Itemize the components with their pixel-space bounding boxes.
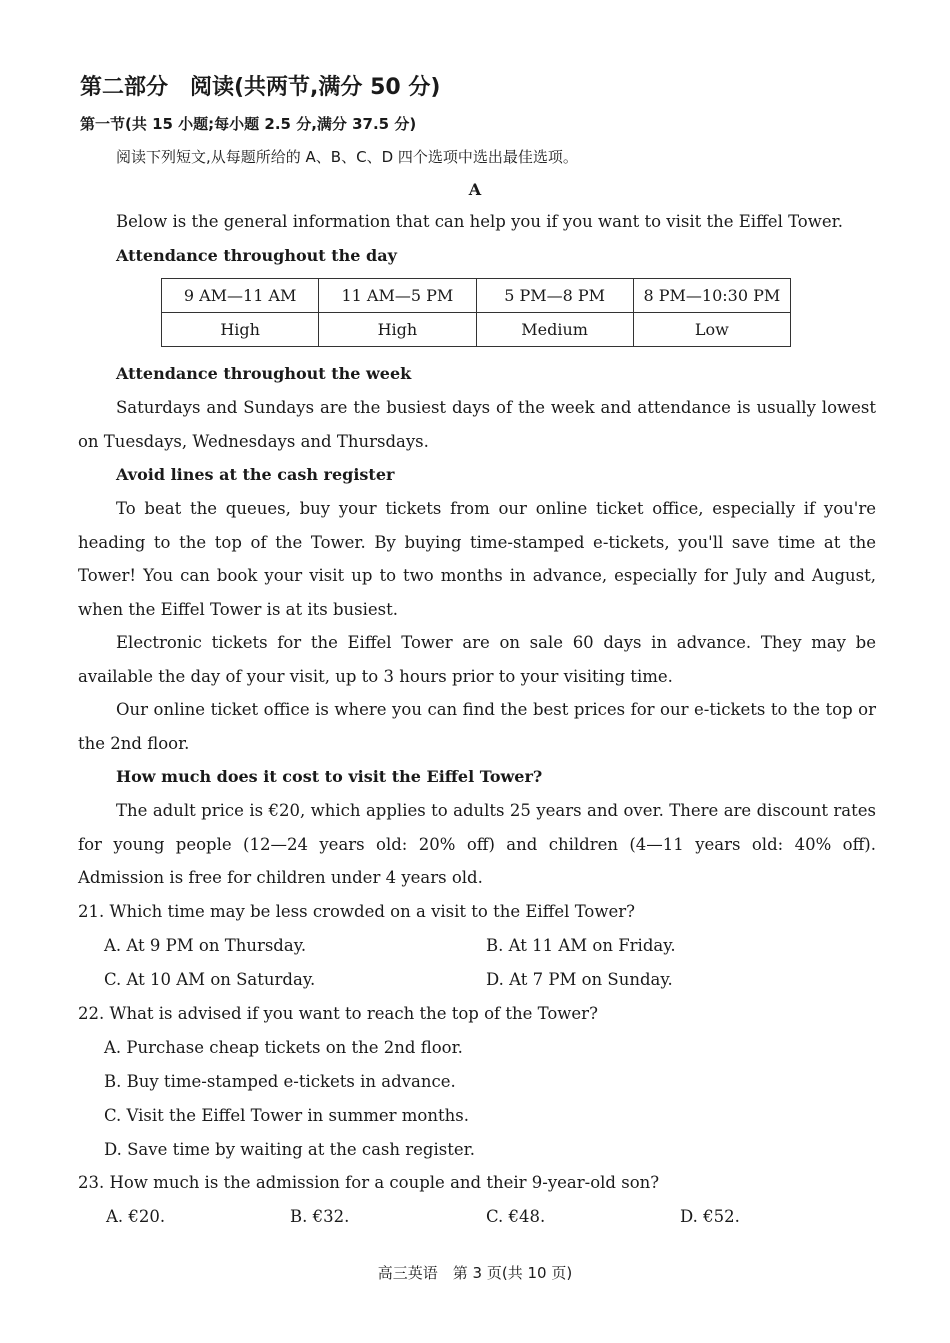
table-row [162, 313, 791, 347]
question-21-option-b: B. At 11 AM on Friday. [486, 936, 676, 955]
section-subtitle: 第一节(共 15 小题;每小题 2.5 分,满分 37.5 分) [80, 115, 417, 133]
week-attendance-heading: Attendance throughout the week [116, 364, 412, 383]
table-cell-time: 8 PM—10:30 PM [633, 279, 790, 313]
question-23-option-a: A. €20. [106, 1207, 166, 1226]
instruction-text: 阅读下列短文,从每题所给的 A、B、C、D 四个选项中选出最佳选项。 [116, 148, 578, 166]
question-23-option-c: C. €48. [486, 1207, 546, 1226]
table-cell-level: High [319, 313, 476, 347]
attendance-table [161, 278, 791, 347]
table-cell-level: Medium [476, 313, 633, 347]
question-22-option-b: B. Buy time-stamped e-tickets in advance. [104, 1072, 456, 1091]
cash-register-paragraph-3: Our online ticket office is where you can find the best prices for our e-tickets to the top or the 2nd floor. [78, 700, 876, 753]
question-23-option-b: B. €32. [290, 1207, 350, 1226]
cash-register-paragraph-2: Electronic tickets for the Eiffel Tower are on sale 60 days in advance. They may be available the day of your visit, up to 3 hours prior to your visiting time. [78, 633, 876, 686]
cost-text: The adult price is €20, which applies to adults 25 years and over. There are discount rates for young people (12—24 years old: 20% off) and children (4—11 years old: 40% off). Admission is free for children under 4 years old. [78, 801, 876, 887]
question-22-option-d: D. Save time by waiting at the cash register. [104, 1140, 475, 1159]
table-cell-level: Low [633, 313, 790, 347]
section-title: 第二部分 阅读(共两节,满分 50 分) [80, 75, 441, 100]
question-23-option-d: D. €52. [680, 1207, 740, 1226]
passage-label: A [468, 180, 482, 199]
page-footer: 高三英语 第 3 页(共 10 页) [377, 1264, 573, 1282]
question-21-stem: 21. Which time may be less crowded on a visit to the Eiffel Tower? [78, 902, 635, 921]
cash-register-paragraph-1: To beat the queues, buy your tickets from our online ticket office, especially if you're heading to the top of the Tower. By buying time-stamped e-tickets, you'll save time at the Tower! You can book your visit up to two months in advance, especially for July and August, when the Eiffel Tower is at its busiest. [78, 499, 876, 619]
question-22-stem: 22. What is advised if you want to reach the top of the Tower? [78, 1004, 598, 1023]
table-cell-time: 11 AM—5 PM [319, 279, 476, 313]
question-23-stem: 23. How much is the admission for a couple and their 9-year-old son? [78, 1173, 660, 1192]
table-row [162, 279, 791, 313]
question-21-option-c: C. At 10 AM on Saturday. [104, 970, 316, 989]
table-cell-time: 5 PM—8 PM [476, 279, 633, 313]
week-attendance-text: Saturdays and Sundays are the busiest days of the week and attendance is usually lowest on Tuesdays, Wednesdays and Thursdays. [78, 398, 876, 451]
table-cell-time: 9 AM—11 AM [162, 279, 319, 313]
passage-intro: Below is the general information that can help you if you want to visit the Eiffel Tower. [116, 212, 843, 231]
table-cell-level: High [162, 313, 319, 347]
day-attendance-heading: Attendance throughout the day [116, 246, 397, 265]
cash-register-heading: Avoid lines at the cash register [116, 465, 395, 484]
question-21-option-d: D. At 7 PM on Sunday. [486, 970, 673, 989]
question-21-option-a: A. At 9 PM on Thursday. [104, 936, 307, 955]
cost-heading: How much does it cost to visit the Eiffel Tower? [116, 767, 543, 786]
question-22-option-a: A. Purchase cheap tickets on the 2nd floor. [104, 1038, 463, 1057]
question-22-option-c: C. Visit the Eiffel Tower in summer months. [104, 1106, 469, 1125]
